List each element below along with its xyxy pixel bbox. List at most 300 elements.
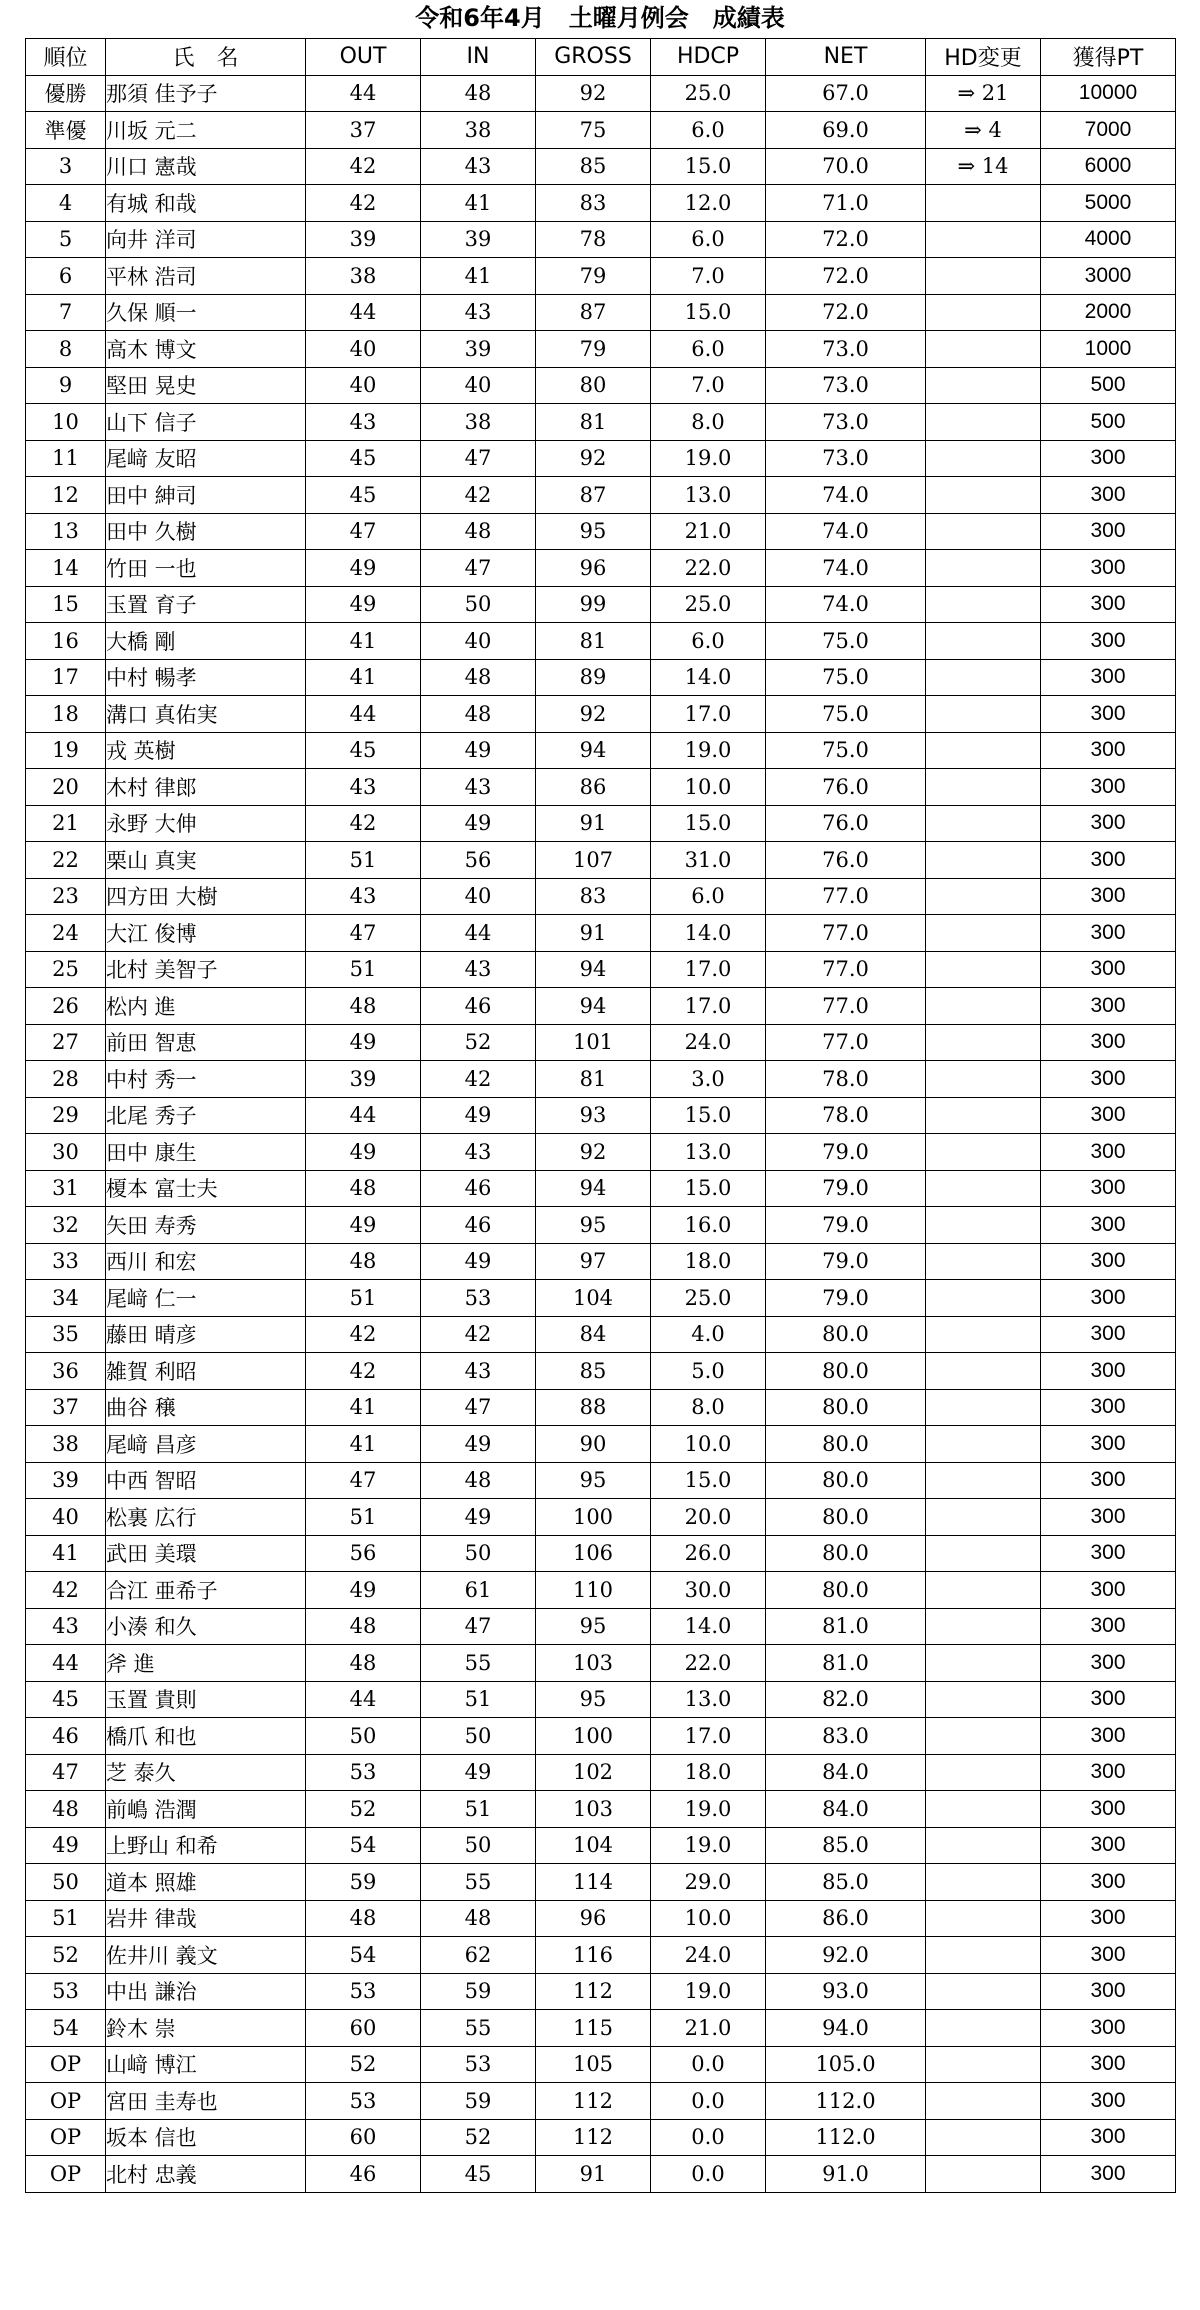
- out-score-cell: 42: [306, 805, 421, 842]
- rank-cell: 15: [26, 586, 106, 623]
- hdcp-cell: 15.0: [651, 805, 766, 842]
- net-score-cell: 70.0: [766, 148, 926, 185]
- net-score-cell: 74.0: [766, 586, 926, 623]
- in-score-cell: 40: [421, 878, 536, 915]
- hd-change-cell: [926, 1134, 1041, 1171]
- hdcp-cell: 25.0: [651, 1280, 766, 1317]
- out-score-cell: 49: [306, 1134, 421, 1171]
- hd-change-cell: [926, 550, 1041, 587]
- gross-score-cell: 99: [536, 586, 651, 623]
- out-score-cell: 60: [306, 2010, 421, 2047]
- table-row: [26, 659, 1176, 696]
- table-row: [26, 1572, 1176, 1609]
- hdcp-cell: 13.0: [651, 1134, 766, 1171]
- name-cell: 山﨑 博江: [106, 2046, 306, 2083]
- points-cell: 300: [1041, 915, 1176, 952]
- points-cell: 300: [1041, 1900, 1176, 1937]
- net-score-cell: 72.0: [766, 294, 926, 331]
- out-score-cell: 48: [306, 1900, 421, 1937]
- gross-score-cell: 95: [536, 513, 651, 550]
- hdcp-cell: 3.0: [651, 1061, 766, 1098]
- out-score-cell: 40: [306, 367, 421, 404]
- name-cell: 斧 進: [106, 1645, 306, 1682]
- gross-score-cell: 79: [536, 331, 651, 368]
- rank-cell: 4: [26, 185, 106, 222]
- col-header-gross: GROSS: [536, 39, 651, 76]
- name-cell: 尾﨑 昌彦: [106, 1426, 306, 1463]
- table-row: [26, 1389, 1176, 1426]
- hd-change-cell: [926, 659, 1041, 696]
- points-cell: 300: [1041, 805, 1176, 842]
- out-score-cell: 42: [306, 1353, 421, 1390]
- net-score-cell: 112.0: [766, 2119, 926, 2156]
- hdcp-cell: 15.0: [651, 294, 766, 331]
- rank-cell: 41: [26, 1535, 106, 1572]
- gross-score-cell: 83: [536, 185, 651, 222]
- name-cell: 高木 博文: [106, 331, 306, 368]
- gross-score-cell: 90: [536, 1426, 651, 1463]
- hd-change-cell: [926, 1754, 1041, 1791]
- name-cell: 前田 智恵: [106, 1024, 306, 1061]
- gross-score-cell: 92: [536, 75, 651, 112]
- gross-score-cell: 91: [536, 805, 651, 842]
- rank-cell: 42: [26, 1572, 106, 1609]
- hdcp-cell: 6.0: [651, 221, 766, 258]
- gross-score-cell: 116: [536, 1937, 651, 1974]
- table-row: [26, 2119, 1176, 2156]
- points-cell: 300: [1041, 2119, 1176, 2156]
- rank-cell: 37: [26, 1389, 106, 1426]
- in-score-cell: 41: [421, 185, 536, 222]
- points-cell: 3000: [1041, 258, 1176, 295]
- table-row: [26, 1499, 1176, 1536]
- gross-score-cell: 78: [536, 221, 651, 258]
- points-cell: 300: [1041, 2046, 1176, 2083]
- out-score-cell: 43: [306, 769, 421, 806]
- rank-cell: 44: [26, 1645, 106, 1682]
- hdcp-cell: 17.0: [651, 1718, 766, 1755]
- in-score-cell: 55: [421, 2010, 536, 2047]
- points-cell: 300: [1041, 1316, 1176, 1353]
- hdcp-cell: 19.0: [651, 732, 766, 769]
- rank-cell: 43: [26, 1608, 106, 1645]
- table-row: [26, 586, 1176, 623]
- col-header-in: IN: [421, 39, 536, 76]
- hd-change-cell: [926, 1316, 1041, 1353]
- hdcp-cell: 0.0: [651, 2083, 766, 2120]
- out-score-cell: 48: [306, 1645, 421, 1682]
- out-score-cell: 40: [306, 331, 421, 368]
- gross-score-cell: 96: [536, 550, 651, 587]
- points-cell: 300: [1041, 951, 1176, 988]
- net-score-cell: 80.0: [766, 1389, 926, 1426]
- in-score-cell: 47: [421, 550, 536, 587]
- points-cell: 7000: [1041, 112, 1176, 149]
- net-score-cell: 72.0: [766, 258, 926, 295]
- gross-score-cell: 83: [536, 878, 651, 915]
- name-cell: 佐井川 義文: [106, 1937, 306, 1974]
- table-row: [26, 878, 1176, 915]
- hdcp-cell: 10.0: [651, 1900, 766, 1937]
- hdcp-cell: 21.0: [651, 2010, 766, 2047]
- hdcp-cell: 25.0: [651, 75, 766, 112]
- in-score-cell: 45: [421, 2156, 536, 2193]
- rank-cell: 16: [26, 623, 106, 660]
- hd-change-cell: [926, 1170, 1041, 1207]
- out-score-cell: 45: [306, 477, 421, 514]
- net-score-cell: 75.0: [766, 623, 926, 660]
- points-cell: 300: [1041, 1243, 1176, 1280]
- in-score-cell: 39: [421, 331, 536, 368]
- name-cell: 小湊 和久: [106, 1608, 306, 1645]
- net-score-cell: 86.0: [766, 1900, 926, 1937]
- hdcp-cell: 19.0: [651, 1973, 766, 2010]
- hd-change-cell: [926, 696, 1041, 733]
- table-row: [26, 185, 1176, 222]
- in-score-cell: 46: [421, 1170, 536, 1207]
- name-cell: 雑賀 利昭: [106, 1353, 306, 1390]
- points-cell: 300: [1041, 513, 1176, 550]
- name-cell: 坂本 信也: [106, 2119, 306, 2156]
- points-cell: 300: [1041, 623, 1176, 660]
- out-score-cell: 49: [306, 550, 421, 587]
- gross-score-cell: 104: [536, 1827, 651, 1864]
- table-row: [26, 404, 1176, 441]
- out-score-cell: 44: [306, 75, 421, 112]
- name-cell: 有城 和哉: [106, 185, 306, 222]
- out-score-cell: 42: [306, 148, 421, 185]
- rank-cell: 26: [26, 988, 106, 1025]
- in-score-cell: 43: [421, 148, 536, 185]
- hd-change-cell: [926, 1827, 1041, 1864]
- rank-cell: 10: [26, 404, 106, 441]
- hdcp-cell: 8.0: [651, 1389, 766, 1426]
- out-score-cell: 46: [306, 2156, 421, 2193]
- rank-cell: 19: [26, 732, 106, 769]
- in-score-cell: 48: [421, 696, 536, 733]
- hd-change-cell: [926, 1426, 1041, 1463]
- table-row: [26, 915, 1176, 952]
- hd-change-cell: [926, 1864, 1041, 1901]
- out-score-cell: 51: [306, 1499, 421, 1536]
- in-score-cell: 48: [421, 1462, 536, 1499]
- rank-cell: 23: [26, 878, 106, 915]
- table-row: [26, 769, 1176, 806]
- name-cell: 武田 美環: [106, 1535, 306, 1572]
- in-score-cell: 52: [421, 1024, 536, 1061]
- hd-change-cell: [926, 1097, 1041, 1134]
- out-score-cell: 44: [306, 696, 421, 733]
- col-header-name: 氏 名: [106, 39, 306, 76]
- results-body: [26, 75, 1176, 2192]
- table-row: [26, 1937, 1176, 1974]
- hd-change-cell: [926, 1499, 1041, 1536]
- points-cell: 5000: [1041, 185, 1176, 222]
- hdcp-cell: 14.0: [651, 1608, 766, 1645]
- rank-cell: 3: [26, 148, 106, 185]
- name-cell: 尾﨑 友昭: [106, 440, 306, 477]
- points-cell: 300: [1041, 1280, 1176, 1317]
- in-score-cell: 42: [421, 477, 536, 514]
- gross-score-cell: 81: [536, 404, 651, 441]
- rank-cell: 11: [26, 440, 106, 477]
- table-row: [26, 1900, 1176, 1937]
- table-row: [26, 258, 1176, 295]
- hd-change-cell: [926, 477, 1041, 514]
- points-cell: 300: [1041, 1426, 1176, 1463]
- name-cell: 岩井 律哉: [106, 1900, 306, 1937]
- net-score-cell: 67.0: [766, 75, 926, 112]
- points-cell: 300: [1041, 878, 1176, 915]
- in-score-cell: 40: [421, 367, 536, 404]
- in-score-cell: 49: [421, 1097, 536, 1134]
- hd-change-cell: [926, 623, 1041, 660]
- table-row: [26, 842, 1176, 879]
- hd-change-cell: [926, 367, 1041, 404]
- hd-change-cell: [926, 1207, 1041, 1244]
- out-score-cell: 53: [306, 1973, 421, 2010]
- hd-change-cell: [926, 404, 1041, 441]
- out-score-cell: 53: [306, 2083, 421, 2120]
- in-score-cell: 59: [421, 1973, 536, 2010]
- name-cell: 栗山 真実: [106, 842, 306, 879]
- net-score-cell: 71.0: [766, 185, 926, 222]
- rank-cell: 21: [26, 805, 106, 842]
- in-score-cell: 40: [421, 623, 536, 660]
- rank-cell: 31: [26, 1170, 106, 1207]
- gross-score-cell: 93: [536, 1097, 651, 1134]
- out-score-cell: 60: [306, 2119, 421, 2156]
- out-score-cell: 48: [306, 988, 421, 1025]
- gross-score-cell: 94: [536, 988, 651, 1025]
- points-cell: 300: [1041, 1791, 1176, 1828]
- name-cell: 藤田 晴彦: [106, 1316, 306, 1353]
- out-score-cell: 38: [306, 258, 421, 295]
- in-score-cell: 56: [421, 842, 536, 879]
- net-score-cell: 80.0: [766, 1535, 926, 1572]
- gross-score-cell: 86: [536, 769, 651, 806]
- hdcp-cell: 0.0: [651, 2156, 766, 2193]
- rank-cell: 22: [26, 842, 106, 879]
- rank-cell: 9: [26, 367, 106, 404]
- net-score-cell: 81.0: [766, 1608, 926, 1645]
- in-score-cell: 38: [421, 112, 536, 149]
- hdcp-cell: 15.0: [651, 1462, 766, 1499]
- out-score-cell: 49: [306, 1024, 421, 1061]
- in-score-cell: 49: [421, 1243, 536, 1280]
- net-score-cell: 74.0: [766, 550, 926, 587]
- name-cell: 川口 憲哉: [106, 148, 306, 185]
- out-score-cell: 41: [306, 1389, 421, 1426]
- gross-score-cell: 84: [536, 1316, 651, 1353]
- hd-change-cell: [926, 1462, 1041, 1499]
- out-score-cell: 48: [306, 1170, 421, 1207]
- hdcp-cell: 0.0: [651, 2046, 766, 2083]
- table-row: [26, 1718, 1176, 1755]
- hdcp-cell: 16.0: [651, 1207, 766, 1244]
- rank-cell: 25: [26, 951, 106, 988]
- net-score-cell: 73.0: [766, 367, 926, 404]
- hdcp-cell: 17.0: [651, 951, 766, 988]
- net-score-cell: 73.0: [766, 440, 926, 477]
- table-row: [26, 148, 1176, 185]
- gross-score-cell: 97: [536, 1243, 651, 1280]
- rank-cell: 48: [26, 1791, 106, 1828]
- hdcp-cell: 8.0: [651, 404, 766, 441]
- hd-change-cell: [926, 878, 1041, 915]
- hd-change-cell: [926, 1389, 1041, 1426]
- name-cell: 平林 浩司: [106, 258, 306, 295]
- gross-score-cell: 103: [536, 1791, 651, 1828]
- gross-score-cell: 95: [536, 1462, 651, 1499]
- hdcp-cell: 7.0: [651, 258, 766, 295]
- out-score-cell: 49: [306, 1572, 421, 1609]
- table-row: [26, 1134, 1176, 1171]
- table-row: [26, 2046, 1176, 2083]
- points-cell: 300: [1041, 1937, 1176, 1974]
- name-cell: 北村 美智子: [106, 951, 306, 988]
- rank-cell: 54: [26, 2010, 106, 2047]
- hd-change-cell: ⇒ 21: [926, 75, 1041, 112]
- gross-score-cell: 79: [536, 258, 651, 295]
- col-header-out: OUT: [306, 39, 421, 76]
- hdcp-cell: 6.0: [651, 331, 766, 368]
- hd-change-cell: [926, 185, 1041, 222]
- table-row: [26, 1864, 1176, 1901]
- hd-change-cell: [926, 1681, 1041, 1718]
- table-row: [26, 1207, 1176, 1244]
- gross-score-cell: 94: [536, 732, 651, 769]
- points-cell: 300: [1041, 1353, 1176, 1390]
- name-cell: 北村 忠義: [106, 2156, 306, 2193]
- hdcp-cell: 17.0: [651, 988, 766, 1025]
- table-row: [26, 1462, 1176, 1499]
- net-score-cell: 80.0: [766, 1353, 926, 1390]
- in-score-cell: 39: [421, 221, 536, 258]
- table-row: [26, 75, 1176, 112]
- out-score-cell: 52: [306, 2046, 421, 2083]
- hdcp-cell: 6.0: [651, 623, 766, 660]
- col-header-net: NET: [766, 39, 926, 76]
- out-score-cell: 42: [306, 1316, 421, 1353]
- rank-cell: 7: [26, 294, 106, 331]
- net-score-cell: 69.0: [766, 112, 926, 149]
- col-header-rank: 順位: [26, 39, 106, 76]
- in-score-cell: 55: [421, 1864, 536, 1901]
- name-cell: 榎本 富士夫: [106, 1170, 306, 1207]
- hdcp-cell: 15.0: [651, 1097, 766, 1134]
- gross-score-cell: 81: [536, 623, 651, 660]
- hd-change-cell: [926, 2083, 1041, 2120]
- table-row: [26, 2083, 1176, 2120]
- hdcp-cell: 30.0: [651, 1572, 766, 1609]
- results-table: [25, 38, 1176, 2193]
- hd-change-cell: [926, 1535, 1041, 1572]
- rank-cell: 18: [26, 696, 106, 733]
- hd-change-cell: [926, 1061, 1041, 1098]
- rank-cell: 13: [26, 513, 106, 550]
- net-score-cell: 79.0: [766, 1243, 926, 1280]
- col-header-points: 獲得PT: [1041, 39, 1176, 76]
- out-score-cell: 48: [306, 1243, 421, 1280]
- points-cell: 500: [1041, 367, 1176, 404]
- name-cell: 上野山 和希: [106, 1827, 306, 1864]
- rank-cell: 優勝: [26, 75, 106, 112]
- out-score-cell: 53: [306, 1754, 421, 1791]
- hd-change-cell: [926, 1608, 1041, 1645]
- points-cell: 300: [1041, 1389, 1176, 1426]
- hd-change-cell: [926, 1243, 1041, 1280]
- net-score-cell: 81.0: [766, 1645, 926, 1682]
- table-row: [26, 2156, 1176, 2193]
- name-cell: 松内 進: [106, 988, 306, 1025]
- rank-cell: 12: [26, 477, 106, 514]
- in-score-cell: 48: [421, 1900, 536, 1937]
- rank-cell: 40: [26, 1499, 106, 1536]
- hdcp-cell: 18.0: [651, 1754, 766, 1791]
- rank-cell: 30: [26, 1134, 106, 1171]
- gross-score-cell: 106: [536, 1535, 651, 1572]
- hd-change-cell: [926, 294, 1041, 331]
- name-cell: 田中 康生: [106, 1134, 306, 1171]
- net-score-cell: 84.0: [766, 1791, 926, 1828]
- table-row: [26, 1097, 1176, 1134]
- hdcp-cell: 31.0: [651, 842, 766, 879]
- table-row: [26, 1791, 1176, 1828]
- name-cell: 西川 和宏: [106, 1243, 306, 1280]
- out-score-cell: 54: [306, 1937, 421, 1974]
- points-cell: 300: [1041, 1097, 1176, 1134]
- hd-change-cell: [926, 1024, 1041, 1061]
- in-score-cell: 48: [421, 659, 536, 696]
- net-score-cell: 83.0: [766, 1718, 926, 1755]
- hdcp-cell: 21.0: [651, 513, 766, 550]
- name-cell: 橋爪 和也: [106, 1718, 306, 1755]
- rank-cell: 8: [26, 331, 106, 368]
- rank-cell: OP: [26, 2156, 106, 2193]
- gross-score-cell: 112: [536, 1973, 651, 2010]
- name-cell: 合江 亜希子: [106, 1572, 306, 1609]
- in-score-cell: 59: [421, 2083, 536, 2120]
- name-cell: 尾﨑 仁一: [106, 1280, 306, 1317]
- rank-cell: 34: [26, 1280, 106, 1317]
- hd-change-cell: [926, 2010, 1041, 2047]
- in-score-cell: 53: [421, 2046, 536, 2083]
- out-score-cell: 45: [306, 732, 421, 769]
- name-cell: 中西 智昭: [106, 1462, 306, 1499]
- points-cell: 300: [1041, 988, 1176, 1025]
- rank-cell: 33: [26, 1243, 106, 1280]
- gross-score-cell: 95: [536, 1681, 651, 1718]
- name-cell: 四方田 大樹: [106, 878, 306, 915]
- rank-cell: 50: [26, 1864, 106, 1901]
- in-score-cell: 49: [421, 1754, 536, 1791]
- hd-change-cell: [926, 586, 1041, 623]
- in-score-cell: 62: [421, 1937, 536, 1974]
- hdcp-cell: 12.0: [651, 185, 766, 222]
- in-score-cell: 41: [421, 258, 536, 295]
- gross-score-cell: 87: [536, 294, 651, 331]
- net-score-cell: 77.0: [766, 878, 926, 915]
- gross-score-cell: 104: [536, 1280, 651, 1317]
- net-score-cell: 80.0: [766, 1316, 926, 1353]
- in-score-cell: 47: [421, 1389, 536, 1426]
- name-cell: 堅田 晃史: [106, 367, 306, 404]
- gross-score-cell: 101: [536, 1024, 651, 1061]
- hd-change-cell: [926, 1973, 1041, 2010]
- rank-cell: OP: [26, 2046, 106, 2083]
- rank-cell: OP: [26, 2083, 106, 2120]
